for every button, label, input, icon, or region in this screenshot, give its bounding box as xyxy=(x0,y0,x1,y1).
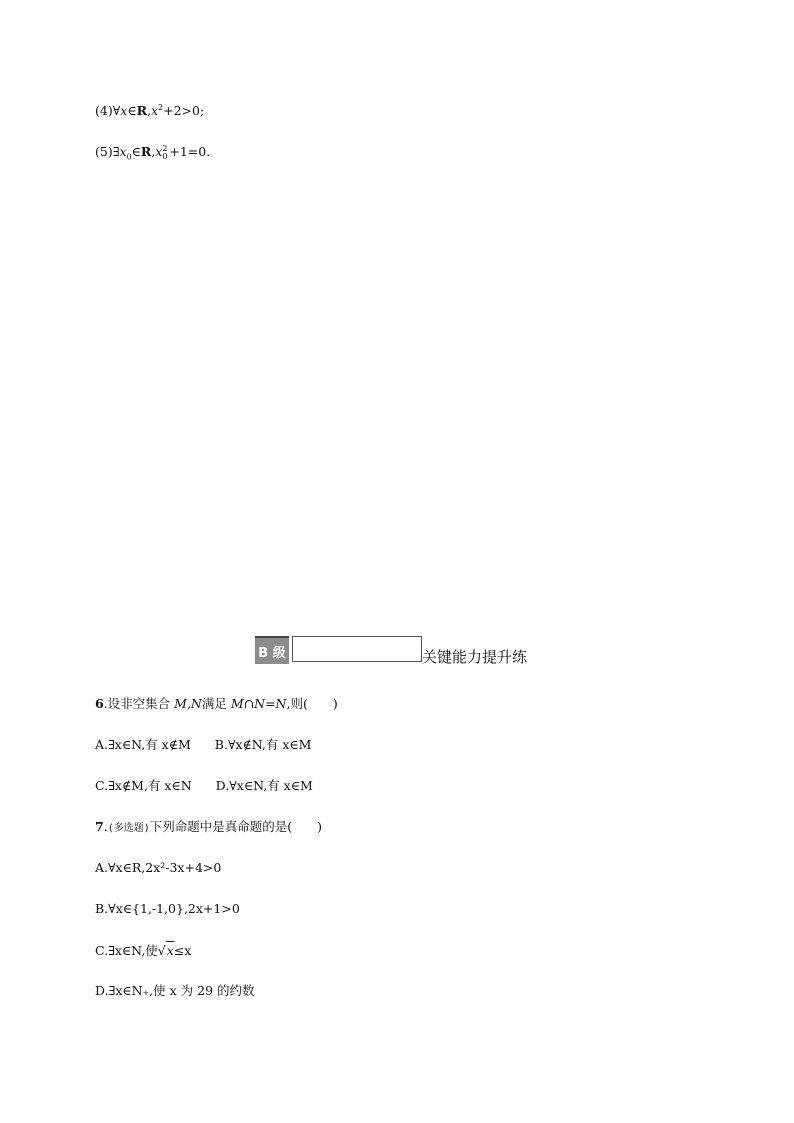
item-4 xyxy=(95,102,204,120)
comma: , xyxy=(146,103,151,118)
stem-text: 下列命题中是真命题的是( ) xyxy=(149,819,322,834)
question-number: 6 xyxy=(95,696,104,711)
question-6-stem xyxy=(95,695,338,713)
equation-tail: +1=0. xyxy=(169,144,211,159)
multi-choice-tag: (多选题) xyxy=(107,823,150,834)
question-7-option-a: A.∀x∈R,2x²-3x+4>0 xyxy=(95,860,222,875)
comma: , xyxy=(151,144,156,159)
stem-text: 满足 xyxy=(201,696,231,711)
question-6-options-ab xyxy=(95,736,311,754)
option-c: C.∃x∉M,有 x∈N xyxy=(95,778,192,793)
superscript: 2 xyxy=(162,144,168,153)
element-of-symbol: ∈ xyxy=(127,103,137,118)
variable-x: x xyxy=(155,144,163,159)
stem-text: ,则( ) xyxy=(286,696,338,711)
inequality-tail: +2>0; xyxy=(163,103,205,118)
option-c-text: C.∃x∈N,使 xyxy=(95,943,158,958)
question-7-option-d: D.∃x∈N₊,使 x 为 29 的约数 xyxy=(95,983,255,998)
sup-sub-stack xyxy=(162,144,169,161)
question-7-stem: 7.(多选题)下列命题中是真命题的是( ) xyxy=(95,819,322,834)
sqrt-symbol: √ xyxy=(157,943,166,958)
option-d: D.∀x∈N,有 x∈M xyxy=(215,778,313,793)
set-R: R xyxy=(140,144,152,159)
item-4-label: (4) xyxy=(95,103,113,118)
section-title: 关键能力提升练 xyxy=(422,648,528,666)
stem-expression: M∩N=N xyxy=(230,696,287,711)
option-b: B.∀x∉N,有 x∈M xyxy=(214,737,312,752)
variable-x: x xyxy=(120,103,128,118)
stem-text: .设非空集合 xyxy=(103,696,175,711)
variable-x: x xyxy=(119,144,127,159)
question-number: 7 xyxy=(95,819,104,834)
element-of-symbol: ∈ xyxy=(131,144,141,159)
option-a: A.∃x∈N,有 x∉M xyxy=(95,737,191,752)
blank-box xyxy=(292,636,422,662)
item-5-label: (5) xyxy=(95,144,113,159)
level-badge: B 级 xyxy=(255,636,289,664)
question-7-option-b: B.∀x∈{1,-1,0},2x+1>0 xyxy=(95,901,240,916)
forall-symbol: ∀ xyxy=(112,103,121,118)
exponent: 2 xyxy=(158,102,164,112)
option-c-tail: ≤x xyxy=(173,943,192,958)
exists-symbol: ∃ xyxy=(112,144,120,159)
radicand: x xyxy=(166,943,174,958)
question-7-option-c xyxy=(95,941,191,960)
set-R: R xyxy=(136,103,147,118)
section-header xyxy=(255,636,555,666)
variable-x: x xyxy=(150,103,159,118)
subscript: 0 xyxy=(126,152,132,162)
item-5 xyxy=(95,143,210,161)
subscript: 0 xyxy=(162,152,168,161)
question-6-options-cd xyxy=(95,777,313,795)
stem-sets: M,N xyxy=(174,696,202,711)
